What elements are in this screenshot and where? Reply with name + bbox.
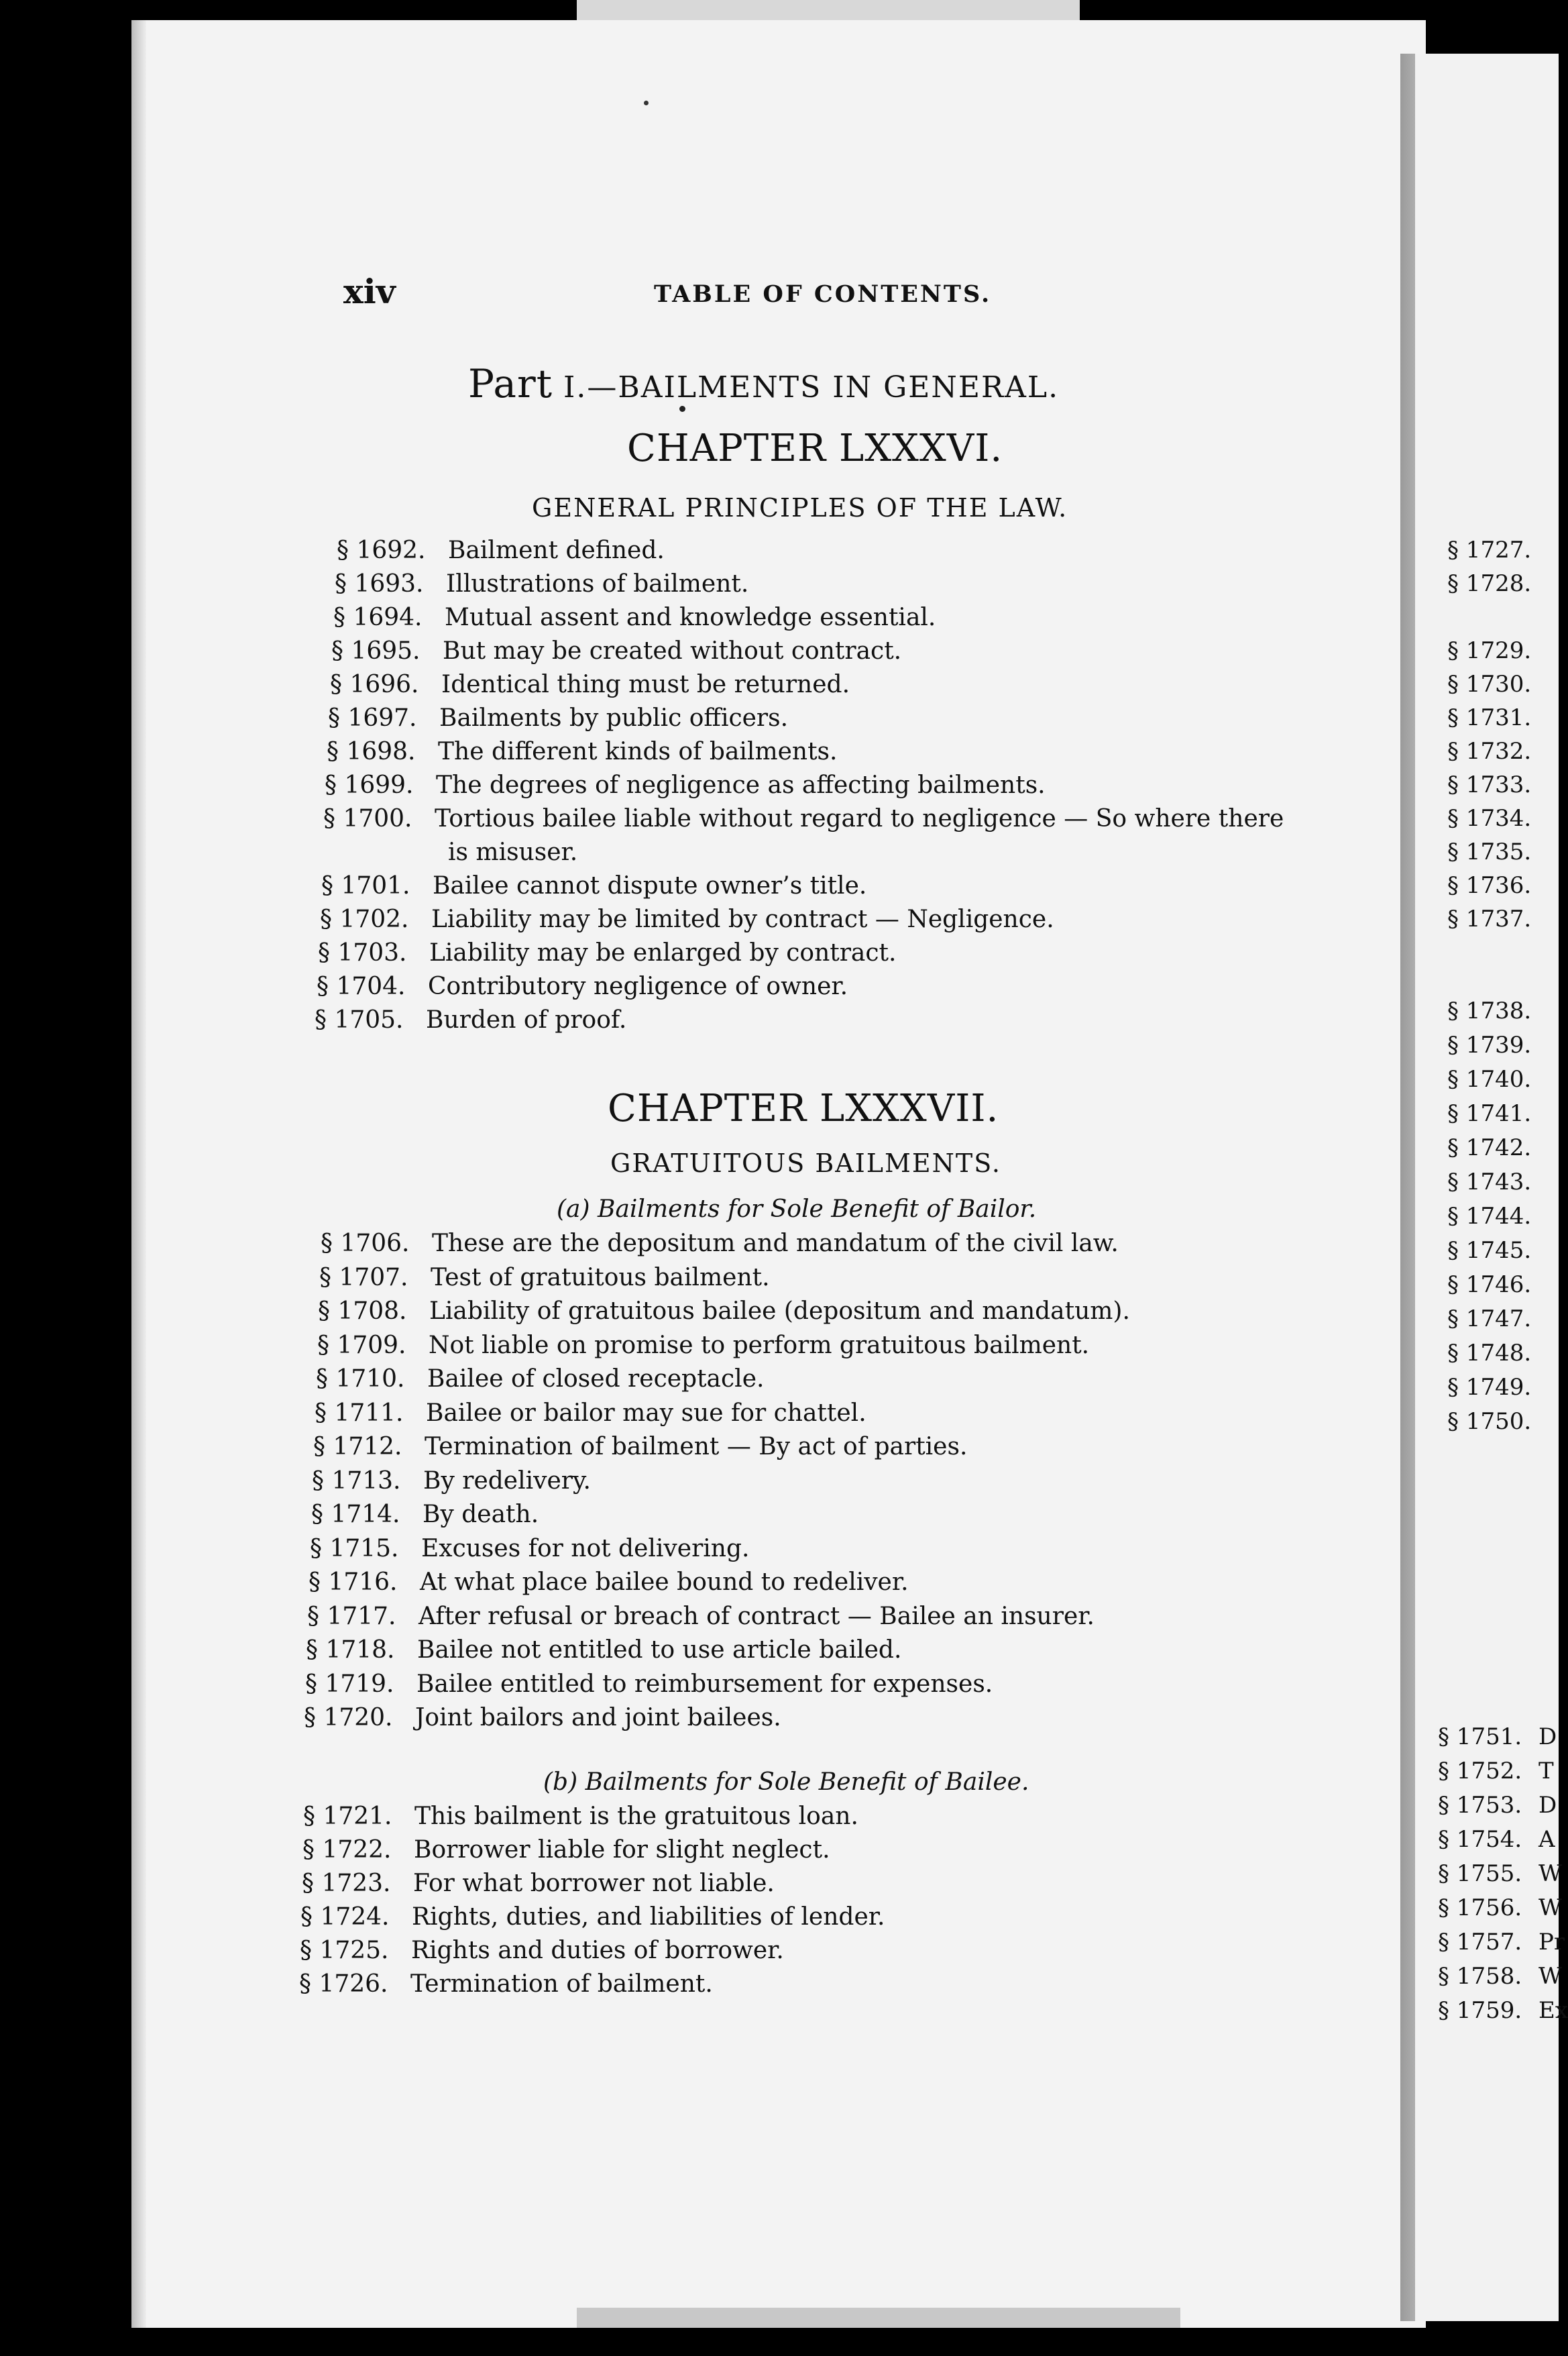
- right-section-number: § 1741.: [1447, 1100, 1532, 1127]
- right-toc-entry: [1438, 1760, 1554, 1782]
- entry-text-fragment: A: [1538, 1826, 1555, 1853]
- toc-entry: [315, 1401, 866, 1426]
- toc-entry: [325, 773, 1046, 798]
- entry-text-fragment: T: [1538, 1758, 1554, 1784]
- right-toc-entry: [1438, 1862, 1562, 1885]
- section-number: § 1701.: [321, 872, 410, 900]
- toc-entry: [331, 639, 901, 663]
- section-number: § 1718.: [306, 1636, 395, 1664]
- section-number: § 1754.: [1438, 1826, 1522, 1853]
- right-toc-entry: [1438, 1794, 1557, 1817]
- right-section-number: § 1749.: [1447, 1374, 1532, 1401]
- section-number: § 1705.: [315, 1006, 404, 1034]
- entry-text: Bailee cannot dispute owner’s title.: [433, 872, 867, 900]
- section-number: § 1713.: [312, 1466, 401, 1495]
- entry-text: Burden of proof.: [426, 1006, 627, 1034]
- running-title: TABLE OF CONTENTS.: [654, 280, 992, 308]
- section-number: § 1703.: [318, 939, 407, 967]
- toc-entry: [330, 673, 850, 697]
- entry-text: Bailment defined.: [448, 537, 665, 564]
- section-number: § 1710.: [316, 1365, 405, 1393]
- entry-text: This bailment is the gratuitous loan.: [414, 1803, 858, 1830]
- toc-entry: [299, 1972, 713, 1996]
- right-section-number: § 1729.: [1447, 637, 1532, 664]
- entry-text-fragment: Pr: [1538, 1929, 1565, 1956]
- section-number: § 1721.: [303, 1803, 392, 1830]
- right-section-number: § 1743.: [1447, 1169, 1532, 1195]
- section-number: § 1693.: [335, 570, 424, 598]
- entry-text: Bailee not entitled to use article bailed.: [417, 1636, 902, 1664]
- entry-text: Test of gratuitous bailment.: [431, 1263, 770, 1291]
- entry-text: Excuses for not delivering.: [421, 1534, 750, 1562]
- toc-entry: [309, 1570, 909, 1595]
- entry-text: Bailee entitled to reimbursement for expenses.: [416, 1670, 993, 1698]
- entry-text: Bailee or bailor may sue for chattel.: [426, 1399, 866, 1427]
- toc-entry: [312, 1466, 591, 1495]
- section-number: § 1720.: [304, 1704, 393, 1731]
- section-number: § 1717.: [307, 1602, 396, 1630]
- section-number: § 1702.: [320, 906, 409, 933]
- right-section-number: § 1730.: [1447, 671, 1532, 698]
- section-number: § 1708.: [318, 1297, 407, 1325]
- section-number: § 1696.: [330, 671, 419, 698]
- right-toc-entry: [1438, 1999, 1568, 2022]
- right-toc-entry: [1438, 1965, 1562, 1988]
- right-section-number: § 1736.: [1447, 872, 1532, 899]
- toc-entry: [311, 1503, 539, 1527]
- print-speck: [644, 101, 649, 105]
- section-number: § 1695.: [331, 637, 421, 665]
- entry-text: Bailee of closed receptacle.: [427, 1365, 765, 1393]
- right-section-number: § 1733.: [1447, 771, 1532, 798]
- section-number: § 1757.: [1438, 1929, 1522, 1956]
- page-number: xiv: [343, 272, 396, 311]
- section-b-heading: (b) Bailments for Sole Benefit of Bailee.: [543, 1768, 1029, 1796]
- section-number: § 1722.: [302, 1836, 392, 1864]
- entry-text: These are the depositum and mandatum of the civil law.: [432, 1230, 1119, 1257]
- section-number: § 1715.: [310, 1534, 399, 1562]
- section-number: § 1697.: [328, 704, 417, 732]
- right-section-number: § 1747.: [1447, 1305, 1532, 1332]
- right-section-number: § 1742.: [1447, 1134, 1532, 1161]
- section-number: § 1719.: [305, 1670, 394, 1698]
- toc-entry: [321, 1232, 1119, 1256]
- section-number: § 1699.: [325, 771, 414, 799]
- toc-entry: [303, 1805, 858, 1829]
- scan-bottom-edge: [577, 2308, 1180, 2328]
- right-section-number: § 1740.: [1447, 1066, 1532, 1093]
- section-number: § 1755.: [1438, 1860, 1522, 1887]
- toc-entry: [302, 1838, 830, 1862]
- toc-entry: [333, 606, 936, 630]
- toc-entry: [319, 1263, 770, 1291]
- toc-entry: [318, 1299, 1130, 1324]
- section-number: § 1714.: [311, 1501, 400, 1528]
- entry-text: Termination of bailment — By act of parties.: [425, 1433, 968, 1460]
- chapter-87-title: CHAPTER LXXXVII.: [608, 1087, 999, 1130]
- chapter-87-subtitle: GRATUITOUS BAILMENTS.: [610, 1148, 1001, 1178]
- right-toc-entry: [1438, 1725, 1557, 1748]
- entry-text: Rights, duties, and liabilities of lender.: [412, 1903, 885, 1931]
- section-number: § 1704.: [317, 973, 406, 1000]
- entry-text: By death.: [423, 1501, 539, 1528]
- right-section-number: § 1737.: [1447, 906, 1532, 932]
- toc-entry: [304, 1706, 781, 1730]
- toc-entry: [315, 1008, 626, 1032]
- section-number: § 1694.: [333, 604, 423, 631]
- toc-entry: [307, 1602, 1095, 1630]
- entry-text: The degrees of negligence as affecting bailments.: [436, 771, 1046, 799]
- toc-entry: [317, 975, 848, 999]
- entry-text: Illustrations of bailment.: [446, 570, 749, 598]
- entry-text-fragment: D: [1538, 1723, 1557, 1750]
- entry-text: For what borrower not liable.: [413, 1870, 775, 1897]
- right-section-number: § 1731.: [1447, 704, 1532, 731]
- right-section-number: § 1727.: [1447, 537, 1532, 564]
- entry-text-fragment: W: [1538, 1860, 1562, 1887]
- right-section-number: § 1739.: [1447, 1032, 1532, 1059]
- right-section-number: § 1735.: [1447, 839, 1532, 865]
- section-number: § 1751.: [1438, 1723, 1522, 1750]
- entry-text: Bailments by public officers.: [439, 704, 789, 732]
- section-number: § 1706.: [321, 1230, 410, 1257]
- right-toc-entry: [1438, 1828, 1555, 1851]
- toc-entry: [335, 572, 748, 596]
- entry-text: The different kinds of bailments.: [438, 738, 838, 765]
- toc-entry: [318, 941, 896, 965]
- right-section-number: § 1745.: [1447, 1237, 1532, 1264]
- toc-entry: [317, 1331, 1090, 1359]
- entry-text: Tortious bailee liable without regard to negligence — So where there: [435, 805, 1284, 833]
- right-section-number: § 1750.: [1447, 1408, 1532, 1435]
- entry-text: Liability may be enlarged by contract.: [429, 939, 897, 967]
- entry-text: Mutual assent and knowledge essential.: [445, 604, 936, 631]
- part-heading: [468, 361, 1059, 407]
- page-binding-edge: [131, 20, 146, 2328]
- entry-text-fragment: D: [1538, 1792, 1557, 1819]
- entry-text: Termination of bailment.: [410, 1970, 713, 1998]
- toc-entry: [327, 740, 837, 764]
- entry-text: Identical thing must be returned.: [441, 671, 850, 698]
- part-label: Part: [468, 361, 553, 407]
- entry-text: Joint bailors and joint bailees.: [415, 1704, 781, 1731]
- right-section-number: § 1728.: [1447, 570, 1532, 597]
- entry-text: Rights and duties of borrower.: [411, 1937, 784, 1964]
- chapter-86-title: CHAPTER LXXXVI.: [627, 427, 1003, 470]
- toc-entry: [328, 706, 788, 731]
- entry-continuation: is misuser.: [448, 839, 578, 866]
- entry-text: But may be created without contract.: [443, 637, 902, 665]
- toc-entry: [300, 1905, 885, 1929]
- toc-entry: [310, 1534, 750, 1562]
- section-number: § 1758.: [1438, 1963, 1522, 1990]
- toc-entry: [337, 539, 665, 563]
- section-a-heading: (a) Bailments for Sole Benefit of Bailor.: [557, 1195, 1037, 1223]
- entry-text: Liability of gratuitous bailee (depositum and mandatum).: [429, 1297, 1130, 1325]
- toc-entry: [306, 1638, 901, 1662]
- toc-entry: [305, 1672, 993, 1697]
- section-number: § 1726.: [299, 1970, 388, 1998]
- right-page: [1415, 54, 1568, 2321]
- print-dot: [679, 406, 685, 412]
- toc-entry: [323, 807, 1284, 831]
- right-section-number: § 1732.: [1447, 738, 1532, 765]
- entry-text: After refusal or breach of contract — Bailee an insurer.: [418, 1602, 1095, 1630]
- entry-text: By redelivery.: [423, 1466, 591, 1495]
- toc-entry: [320, 908, 1054, 932]
- entry-text: Contributory negligence of owner.: [428, 973, 848, 1000]
- section-number: § 1759.: [1438, 1997, 1522, 2024]
- section-number: § 1709.: [317, 1331, 406, 1359]
- part-heading-rest: I.—BAILMENTS IN GENERAL.: [553, 370, 1060, 405]
- section-number: § 1725.: [300, 1937, 389, 1964]
- section-number: § 1698.: [327, 738, 416, 765]
- right-section-number: § 1734.: [1447, 805, 1532, 832]
- entry-text: Not liable on promise to perform gratuitous bailment.: [429, 1331, 1090, 1359]
- right-toc-entry: [1438, 1929, 1565, 1956]
- section-number: § 1723.: [302, 1870, 391, 1897]
- right-section-number: § 1738.: [1447, 998, 1532, 1024]
- chapter-86-subtitle: GENERAL PRINCIPLES OF THE LAW.: [532, 493, 1068, 523]
- toc-entry: [302, 1872, 775, 1896]
- section-number: § 1724.: [300, 1903, 390, 1931]
- entry-text-fragment: W: [1538, 1963, 1562, 1990]
- right-section-number: § 1748.: [1447, 1340, 1532, 1367]
- entry-text: Liability may be limited by contract — Negligence.: [431, 906, 1054, 933]
- entry-text: Borrower liable for slight neglect.: [414, 1836, 830, 1864]
- section-number: § 1707.: [319, 1263, 408, 1291]
- section-number: § 1700.: [323, 805, 412, 833]
- toc-entry: [313, 1435, 967, 1459]
- toc-entry: [300, 1939, 784, 1963]
- section-number: § 1756.: [1438, 1894, 1522, 1921]
- section-number: § 1692.: [337, 537, 426, 564]
- entry-text-fragment: W: [1538, 1894, 1562, 1921]
- section-number: § 1753.: [1438, 1792, 1522, 1819]
- right-toc-entry: [1438, 1896, 1562, 1919]
- section-number: § 1752.: [1438, 1758, 1522, 1784]
- section-number: § 1716.: [309, 1568, 398, 1596]
- entry-text: At what place bailee bound to redeliver.: [420, 1568, 909, 1596]
- toc-entry: [321, 874, 866, 898]
- section-number: § 1711.: [315, 1399, 404, 1427]
- toc-entry: [316, 1367, 764, 1391]
- entry-text-fragment: Ex: [1538, 1997, 1568, 2024]
- right-section-number: § 1744.: [1447, 1203, 1532, 1230]
- section-number: § 1712.: [313, 1433, 402, 1460]
- right-section-number: § 1746.: [1447, 1271, 1532, 1298]
